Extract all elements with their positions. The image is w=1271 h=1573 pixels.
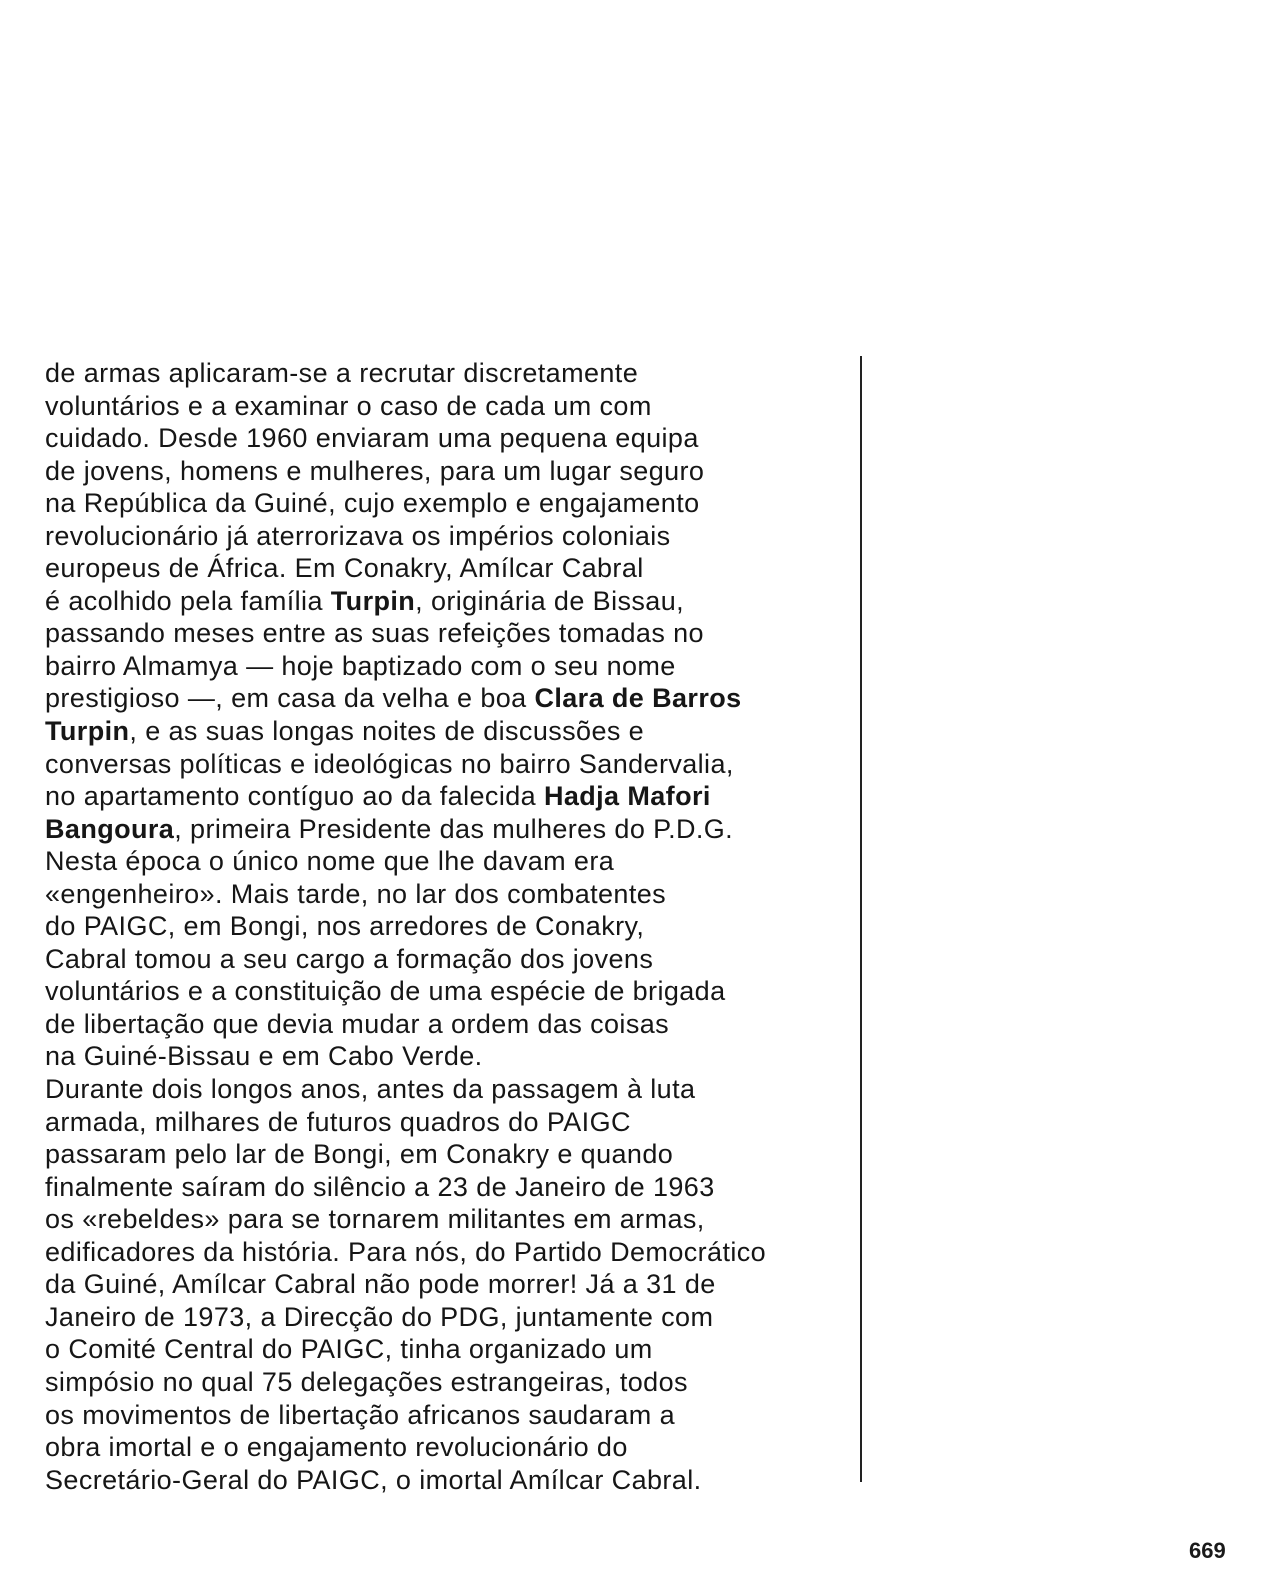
text-line: edificadores da história. Para nós, do Partido Democrático	[45, 1236, 767, 1267]
text-line: simpósio no qual 75 delegações estrangeiras, todos	[45, 1366, 688, 1397]
text-line: na República da Guiné, cujo exemplo e engajamento	[45, 488, 700, 519]
text-line: Janeiro de 1973, a Direcção do PDG, juntamente com	[45, 1301, 714, 1332]
text-line: de jovens, homens e mulheres, para um lugar seguro	[45, 455, 705, 486]
text-line: Turpin, e as suas longas noites de discussões e	[45, 716, 645, 747]
text-line: armada, milhares de futuros quadros do PAIGC	[45, 1106, 631, 1137]
bold-name: Hadja Mafori	[543, 781, 711, 812]
text-line: voluntários e a examinar o caso de cada um com	[45, 390, 652, 421]
text-line: bairro Almamya — hoje baptizado com o seu nome	[45, 650, 676, 681]
text-line: Durante dois longos anos, antes da passagem à luta	[45, 1074, 696, 1105]
text-line: os movimentos de libertação africanos saudaram a	[45, 1399, 676, 1430]
text-line: no apartamento contíguo ao da falecida Hadja Mafori	[45, 781, 711, 812]
text-line: Bangoura, primeira Presidente das mulheres do P.D.G.	[45, 813, 734, 844]
bold-name: Bangoura	[45, 813, 175, 844]
text-line: de libertação que devia mudar a ordem das coisas	[45, 1008, 670, 1039]
text-line: revolucionário já aterrorizava os impérios coloniais	[45, 520, 671, 551]
column-divider-rule	[860, 356, 862, 1482]
bold-name: Turpin	[330, 585, 416, 616]
text-line: conversas políticas e ideológicas no bairro Sandervalia,	[45, 748, 734, 779]
text-line: Nesta época o único nome que lhe davam era	[45, 846, 615, 877]
bold-name: Clara de Barros	[534, 683, 742, 714]
text-line: voluntários e a constituição de uma espécie de brigada	[45, 976, 726, 1007]
text-line: cuidado. Desde 1960 enviaram uma pequena equipa	[45, 423, 699, 454]
text-line: obra imortal e o engajamento revolucionário do	[45, 1432, 628, 1463]
bold-name: Turpin	[45, 716, 130, 747]
text-line: Secretário-Geral do PAIGC, o imortal Amílcar Cabral.	[45, 1464, 702, 1495]
text-line: os «rebeldes» para se tornarem militantes em armas,	[45, 1204, 705, 1235]
text-line: o Comité Central do PAIGC, tinha organizado um	[45, 1334, 653, 1365]
text-line: de armas aplicaram-se a recrutar discretamente	[45, 358, 639, 388]
text-line: passaram pelo lar de Bongi, em Conakry e quando	[45, 1139, 674, 1170]
page-number: 669	[1189, 1538, 1226, 1563]
text-line: finalmente saíram do silêncio a 23 de Janeiro de 1963	[45, 1171, 715, 1202]
text-line: é acolhido pela família Turpin, originária de Bissau,	[45, 585, 685, 616]
text-line: da Guiné, Amílcar Cabral não pode morrer! Já a 31 de	[45, 1269, 716, 1300]
text-line: europeus de África. Em Conakry, Amílcar Cabral	[45, 553, 644, 584]
text-line: prestigioso —, em casa da velha e boa Clara de Barros	[45, 683, 742, 714]
text-line: na Guiné-Bissau e em Cabo Verde.	[45, 1041, 483, 1072]
text-line: passando meses entre as suas refeições tomadas no	[45, 618, 704, 649]
text-line: «engenheiro». Mais tarde, no lar dos combatentes	[45, 878, 667, 909]
text-line: Cabral tomou a seu cargo a formação dos jovens	[45, 943, 654, 974]
text-line: do PAIGC, em Bongi, nos arredores de Conakry,	[45, 911, 645, 942]
article-text-column	[45, 357, 860, 1496]
